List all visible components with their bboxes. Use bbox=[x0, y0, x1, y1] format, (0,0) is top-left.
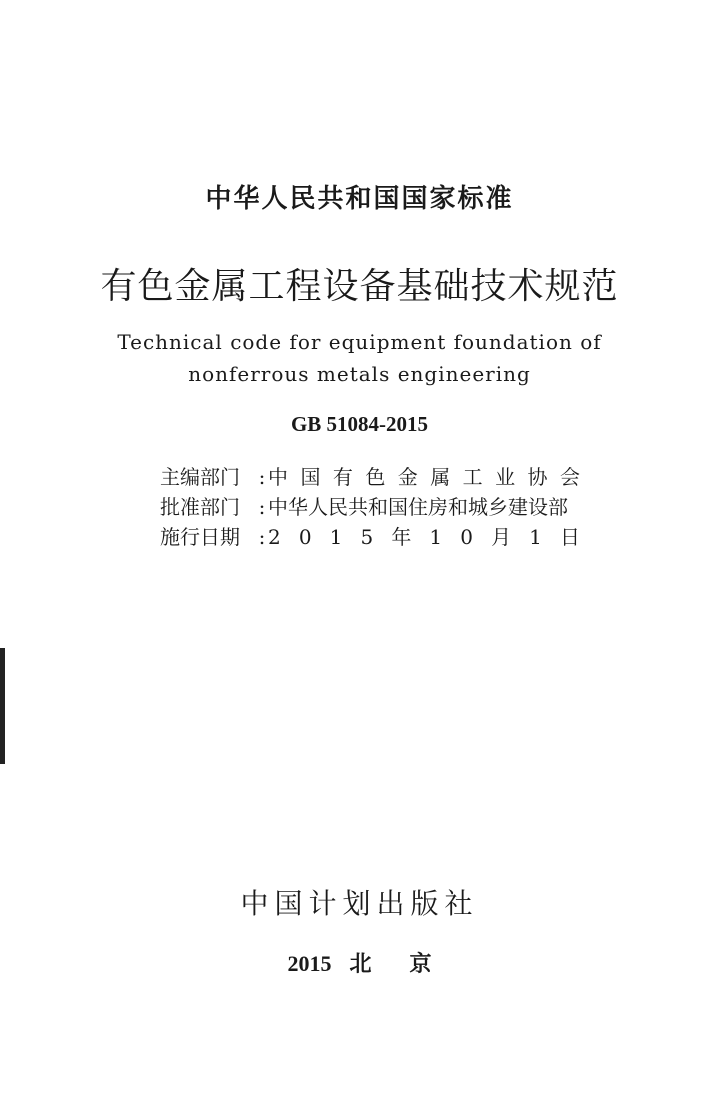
date-char: 0 bbox=[298, 525, 312, 549]
editor-char: 中 bbox=[268, 465, 288, 489]
editor-char: 业 bbox=[495, 465, 516, 489]
editor-row bbox=[160, 462, 580, 492]
editor-char: 工 bbox=[462, 465, 483, 489]
editor-char: 国 bbox=[300, 465, 321, 489]
date-char: 日 bbox=[559, 525, 580, 549]
city-char-1: 北 bbox=[349, 951, 372, 977]
editor-char: 色 bbox=[365, 465, 386, 489]
editor-char: 会 bbox=[559, 465, 580, 489]
approver-value: 中华人民共和国住房和城乡建设部 bbox=[268, 495, 568, 519]
title-english-line-1: Technical code for equipment foundation of bbox=[117, 330, 602, 354]
approver-label: 批准部门 bbox=[160, 495, 240, 519]
date-char: 1 bbox=[329, 525, 343, 549]
approver-colon: : bbox=[258, 495, 266, 519]
imprint-year: 2015 bbox=[287, 951, 332, 976]
date-label: 施行日期 bbox=[160, 525, 240, 549]
date-char: 0 bbox=[460, 525, 473, 549]
date-char: 1 bbox=[429, 525, 443, 549]
publisher-name: 中国计划出版社 bbox=[240, 887, 479, 920]
publication-info bbox=[160, 462, 580, 552]
date-row bbox=[160, 522, 580, 552]
editor-colon: : bbox=[258, 465, 266, 489]
imprint-year-city bbox=[0, 947, 719, 978]
title-english bbox=[0, 326, 719, 390]
date-value bbox=[268, 522, 580, 552]
title-english-line-2: nonferrous metals engineering bbox=[188, 362, 531, 386]
date-char: 年 bbox=[391, 525, 412, 549]
date-char: 月 bbox=[491, 525, 512, 549]
editor-label: 主编部门 bbox=[160, 465, 240, 489]
date-colon: : bbox=[258, 525, 266, 549]
date-char: 2 bbox=[268, 525, 281, 549]
editor-value bbox=[268, 462, 580, 492]
approver-row bbox=[160, 492, 580, 522]
scan-edge-mark bbox=[0, 648, 5, 764]
title-chinese: 有色金属工程设备基础技术规范 bbox=[100, 266, 619, 307]
city-char-2: 京 bbox=[409, 951, 432, 977]
standard-number: GB 51084-2015 bbox=[290, 412, 429, 436]
editor-char: 有 bbox=[332, 465, 353, 489]
date-char: 5 bbox=[360, 525, 374, 549]
series-title: 中华人民共和国国家标准 bbox=[205, 184, 514, 214]
date-char: 1 bbox=[529, 525, 542, 549]
editor-char: 协 bbox=[527, 465, 548, 489]
editor-char: 金 bbox=[397, 465, 418, 489]
editor-char: 属 bbox=[430, 465, 451, 489]
